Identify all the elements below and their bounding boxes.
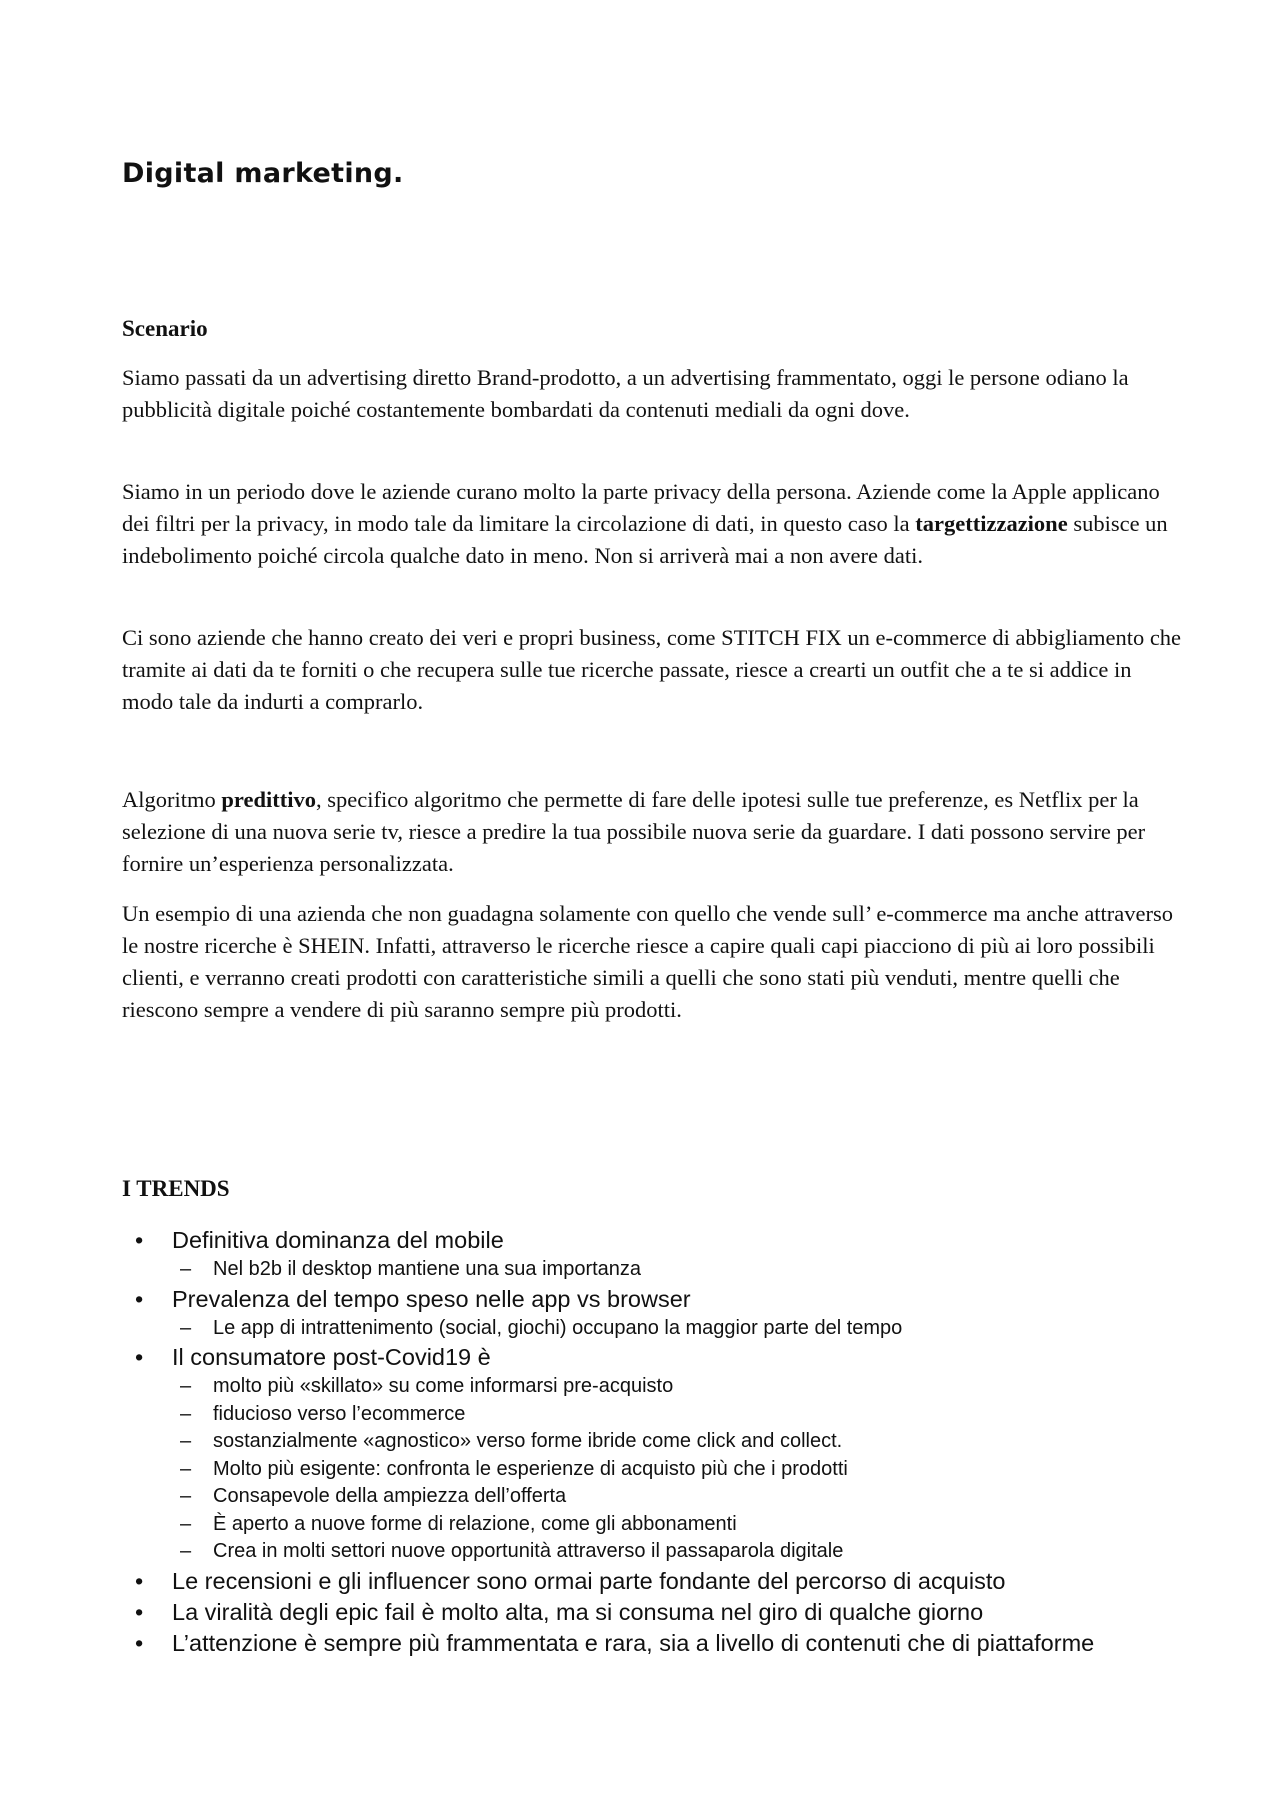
trend-sub-text: Consapevole della ampiezza dell’offerta: [213, 1485, 567, 1507]
bullet-icon: •: [135, 1598, 144, 1625]
scenario-paragraph-3: Ci sono aziende che hanno creato dei veri e propri business, come STITCH FIX un e-commerce di abbigliamento che tramite ai dati da te forniti o che recupera sulle tue ricerche passate, riesce a crearti un outfit che a te si addice in modo tale da indurti a comprarlo.: [122, 625, 1182, 714]
dash-icon: –: [180, 1258, 192, 1280]
paragraph-text: Siamo in un periodo dove le aziende curano molto la parte privacy della persona. Aziende come la Apple applicano dei filtri per la privacy, in modo tale da limitare la circolazione di dati, in questo caso la: [122, 479, 1160, 536]
bullet-icon: •: [135, 1285, 144, 1312]
dash-icon: –: [180, 1457, 192, 1480]
trend-sub-list: [172, 1315, 1232, 1343]
dash-icon: –: [180, 1512, 192, 1535]
trend-item: [122, 1342, 1232, 1566]
trend-sub-item: [122, 1256, 1232, 1284]
trend-item: [122, 1628, 1232, 1659]
scenario-paragraph-1: Siamo passati da un advertising diretto Brand-prodotto, a un advertising frammentato, oggi le persone odiano la pubblicità digitale poiché costantemente bombardati da contenuti mediali da ogni dove.: [122, 365, 1129, 422]
trend-sub-item: [122, 1428, 1232, 1456]
trend-sub-item: [122, 1483, 1232, 1511]
trend-sub-text: Molto più esigente: confronta le esperienze di acquisto più che i prodotti: [213, 1457, 848, 1480]
dash-icon: –: [180, 1316, 192, 1339]
paragraph-text: subisce un indebolimento poiché circola qualche dato in meno. Non si arriverà mai a non avere dati.: [122, 511, 1168, 568]
trend-text: Definitiva dominanza del mobile: [172, 1227, 504, 1253]
trend-item: [122, 1566, 1232, 1597]
trend-text: Prevalenza del tempo speso nelle app vs browser: [172, 1285, 691, 1312]
trend-item: [122, 1225, 1232, 1284]
dash-icon: –: [180, 1375, 192, 1397]
trend-sub-item: [122, 1511, 1232, 1539]
paragraph-text: Algoritmo: [122, 787, 222, 812]
trends-heading: I TRENDS: [122, 1176, 230, 1201]
scenario-heading: Scenario: [122, 316, 208, 341]
trend-sub-text: sostanzialmente «agnostico» verso forme ibride come click and collect.: [213, 1430, 843, 1452]
trend-sub-item: [122, 1538, 1232, 1566]
trend-text: L’attenzione è sempre più frammentata e rara, sia a livello di contenuti che di piattaforme: [172, 1629, 1095, 1656]
document-title: Digital marketing.: [122, 158, 404, 189]
trend-sub-item: [122, 1456, 1232, 1484]
trend-sub-text: È aperto a nuove forme di relazione, come gli abbonamenti: [213, 1512, 737, 1535]
bullet-icon: •: [135, 1567, 144, 1594]
trend-sub-item: [122, 1401, 1232, 1429]
scenario-paragraph-2: [122, 476, 1182, 572]
bullet-icon: •: [135, 1227, 144, 1253]
trend-sub-text: molto più «skillato» su come informarsi pre-acquisto: [213, 1375, 674, 1397]
scenario-paragraph-4: [122, 784, 1182, 880]
trend-text: Il consumatore post-Covid19 è: [172, 1344, 491, 1370]
scenario-paragraph-5: Un esempio di una azienda che non guadagna solamente con quello che vende sull’ e-commerce ma anche attraverso le nostre ricerche è SHEIN. Infatti, attraverso le ricerche riesce a capire quali capi piacciono di più ai loro possibili clienti, e verranno creati prodotti con caratteristiche simili a quelli che sono stati più venduti, mentre quelli che riescono sempre a vendere di più saranno sempre più prodotti.: [122, 901, 1174, 1022]
trend-text: La viralità degli epic fail è molto alta, ma si consuma nel giro di qualche giorno: [172, 1598, 984, 1625]
trend-item: [122, 1597, 1232, 1628]
trend-sub-text: Nel b2b il desktop mantiene una sua importanza: [213, 1258, 642, 1280]
dash-icon: –: [180, 1402, 192, 1425]
dash-icon: –: [180, 1430, 192, 1452]
trend-sub-item: [122, 1315, 1232, 1343]
trend-sub-list: [172, 1256, 1232, 1284]
bold-term-targettizzazione: targettizzazione: [915, 511, 1068, 536]
paragraph-text: , specifico algoritmo che permette di fare delle ipotesi sulle tue preferenze, es Netflix per la selezione di una nuova serie tv, riesce a predire la tua possibile nuova serie da guardare. I dati possono servire per fornire un’esperienza personalizzata.: [122, 787, 1146, 876]
trends-list: [122, 1225, 1232, 1659]
trend-sub-text: Le app di intrattenimento (social, giochi) occupano la maggior parte del tempo: [213, 1316, 903, 1339]
bullet-icon: •: [135, 1629, 144, 1656]
dash-icon: –: [180, 1485, 192, 1507]
bold-term-predittivo: predittivo: [221, 787, 316, 812]
trend-item: [122, 1284, 1232, 1343]
bullet-icon: •: [135, 1344, 144, 1370]
trend-sub-item: [122, 1373, 1232, 1401]
dash-icon: –: [180, 1540, 192, 1562]
trend-sub-list: [172, 1373, 1232, 1566]
trend-sub-text: Crea in molti settori nuove opportunità attraverso il passaparola digitale: [213, 1540, 844, 1562]
trend-sub-text: fiducioso verso l’ecommerce: [213, 1402, 466, 1425]
trend-text: Le recensioni e gli influencer sono ormai parte fondante del percorso di acquisto: [172, 1567, 1006, 1594]
